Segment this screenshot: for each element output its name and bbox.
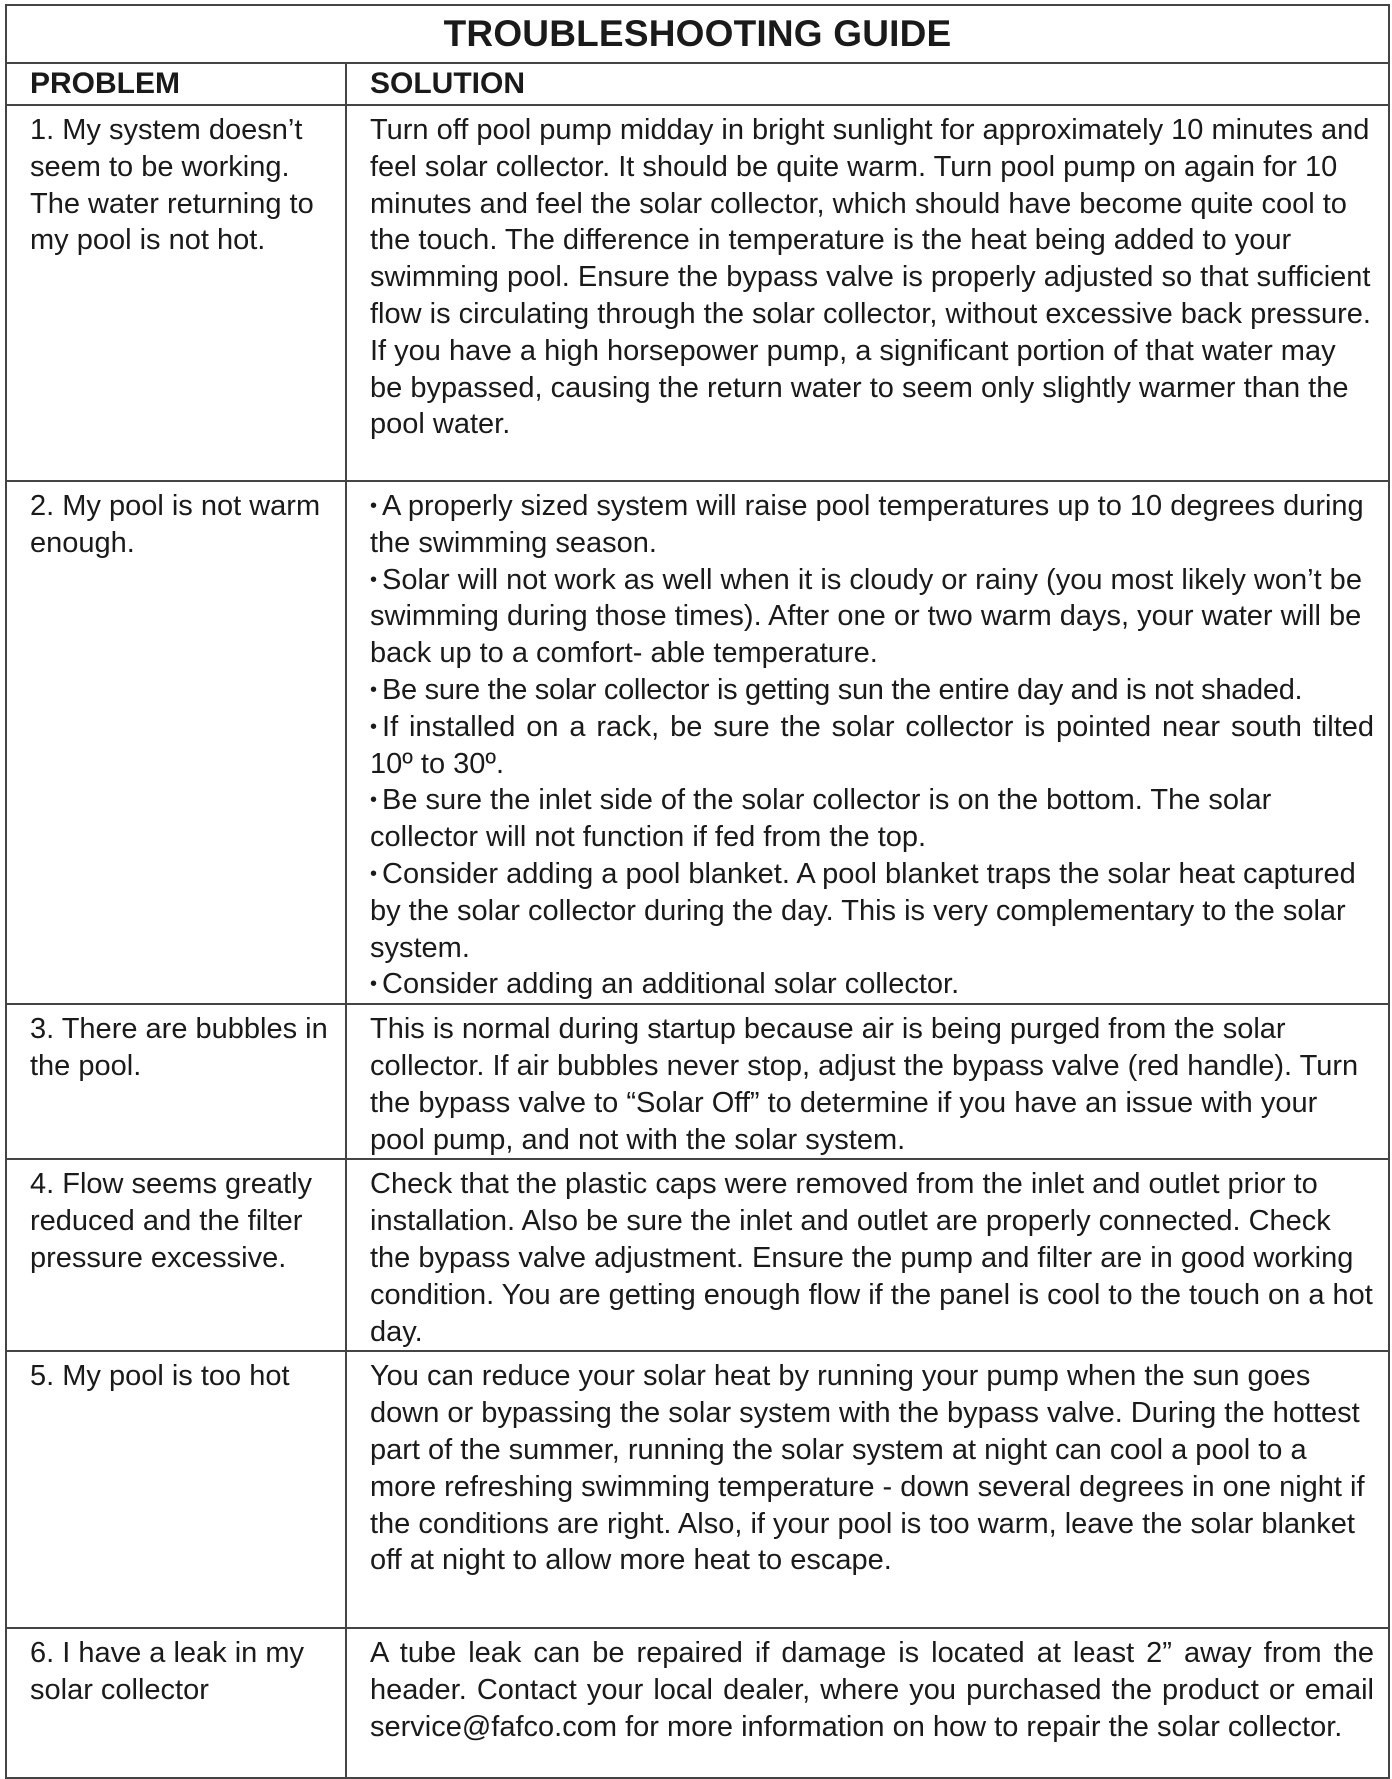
problem-cell: 2. My pool is not warm enough. xyxy=(6,481,346,1004)
problem-cell: 3. There are bubbles in the pool. xyxy=(6,1004,346,1159)
bullet-icon: • xyxy=(370,678,378,701)
problem-cell: 4. Flow seems greatly reduced and the filter pressure excessive. xyxy=(6,1159,346,1351)
solution-column-header: SOLUTION xyxy=(346,63,1389,105)
table-title: TROUBLESHOOTING GUIDE xyxy=(6,5,1389,63)
table-row xyxy=(6,1159,1389,1351)
bullet-item: • A properly sized system will raise pool temperatures up to 10 degrees during the swimming season. xyxy=(370,490,1364,559)
bullet-icon: • xyxy=(370,973,378,996)
problem-column-header: PROBLEM xyxy=(6,63,346,105)
bullet-icon: • xyxy=(370,495,378,517)
problem-cell: 6. I have a leak in my solar collector xyxy=(6,1628,346,1778)
solution-cell: A tube leak can be repaired if damage is located at least 2” away from the header. Contact your local dealer, where you purchased the product or email service@fafco.com for more information on how to repair the solar collector. xyxy=(346,1628,1389,1778)
table-row xyxy=(6,105,1389,481)
bullet-icon: • xyxy=(370,568,378,591)
solution-cell: You can reduce your solar heat by running your pump when the sun goes down or bypassing the solar system with the bypass valve. During the hottest part of the summer, running the solar system at night can cool a pool to a more refreshing swimming temperature - down several degrees in one night if the conditions are right. Also, if your pool is too warm, leave the solar blanket off at night to allow more heat to escape. xyxy=(346,1351,1389,1628)
bullet-item: • Solar will not work as well when it is cloudy or rainy (you most likely won’t be swimming during those times). After one or two warm days, your water will be back up to a comfort- able temperature. xyxy=(370,563,1362,670)
bullet-icon: • xyxy=(370,789,378,812)
bullet-item: • If installed on a rack, be sure the solar collector is pointed near south tilted 10º to 30º. xyxy=(370,710,1375,780)
bullet-item: • Be sure the solar collector is getting sun the entire day and is not shaded. xyxy=(370,673,1303,706)
table-row xyxy=(6,481,1389,1004)
solution-cell: This is normal during startup because air is being purged from the solar collector. If air bubbles never stop, adjust the bypass valve (red handle). Turn the bypass valve to “Solar Off” to determine if you have an issue with your pool pump, and not with the solar system. xyxy=(346,1004,1389,1159)
bullet-icon: • xyxy=(370,715,378,738)
solution-cell: Turn off pool pump midday in bright sunlight for approximately 10 minutes and feel solar collector. It should be quite warm. Turn pool pump on again for 10 minutes and feel the solar collector, which should have become quite cool to the touch. The difference in temperature is the heat being added to your swimming pool. Ensure the bypass valve is properly adjusted so that sufficient flow is circulating through the solar collector, without excessive back pressure. If you have a high horsepower pump, a significant portion of that water may be bypassed, causing the return water to seem only slightly warmer than the pool water. xyxy=(346,105,1389,481)
solution-cell xyxy=(346,481,1389,1004)
solution-cell: Check that the plastic caps were removed from the inlet and outlet prior to installation. Also be sure the inlet and outlet are properly connected. Check the bypass valve adjustment. Ensure the pump and filter are in good working condition. You are getting enough flow if the panel is cool to the touch on a hot day. xyxy=(346,1159,1389,1351)
bullet-item: • Consider adding a pool blanket. A pool blanket traps the solar heat captured by the solar collector during the day. This is very complementary to the solar system. xyxy=(370,857,1356,964)
table-row xyxy=(6,1004,1389,1159)
problem-cell: 5. My pool is too hot xyxy=(6,1351,346,1628)
bullet-item: • Consider adding an additional solar collector. xyxy=(370,968,960,1001)
bullet-icon: • xyxy=(370,862,378,885)
table-row xyxy=(6,1628,1389,1778)
troubleshooting-table xyxy=(5,4,1390,1779)
table-row xyxy=(6,1351,1389,1628)
bullet-item: • Be sure the inlet side of the solar collector is on the bottom. The solar collector will not function if fed from the top. xyxy=(370,784,1272,854)
problem-cell: 1. My system doesn’t seem to be working. The water returning to my pool is not hot. xyxy=(6,105,346,481)
